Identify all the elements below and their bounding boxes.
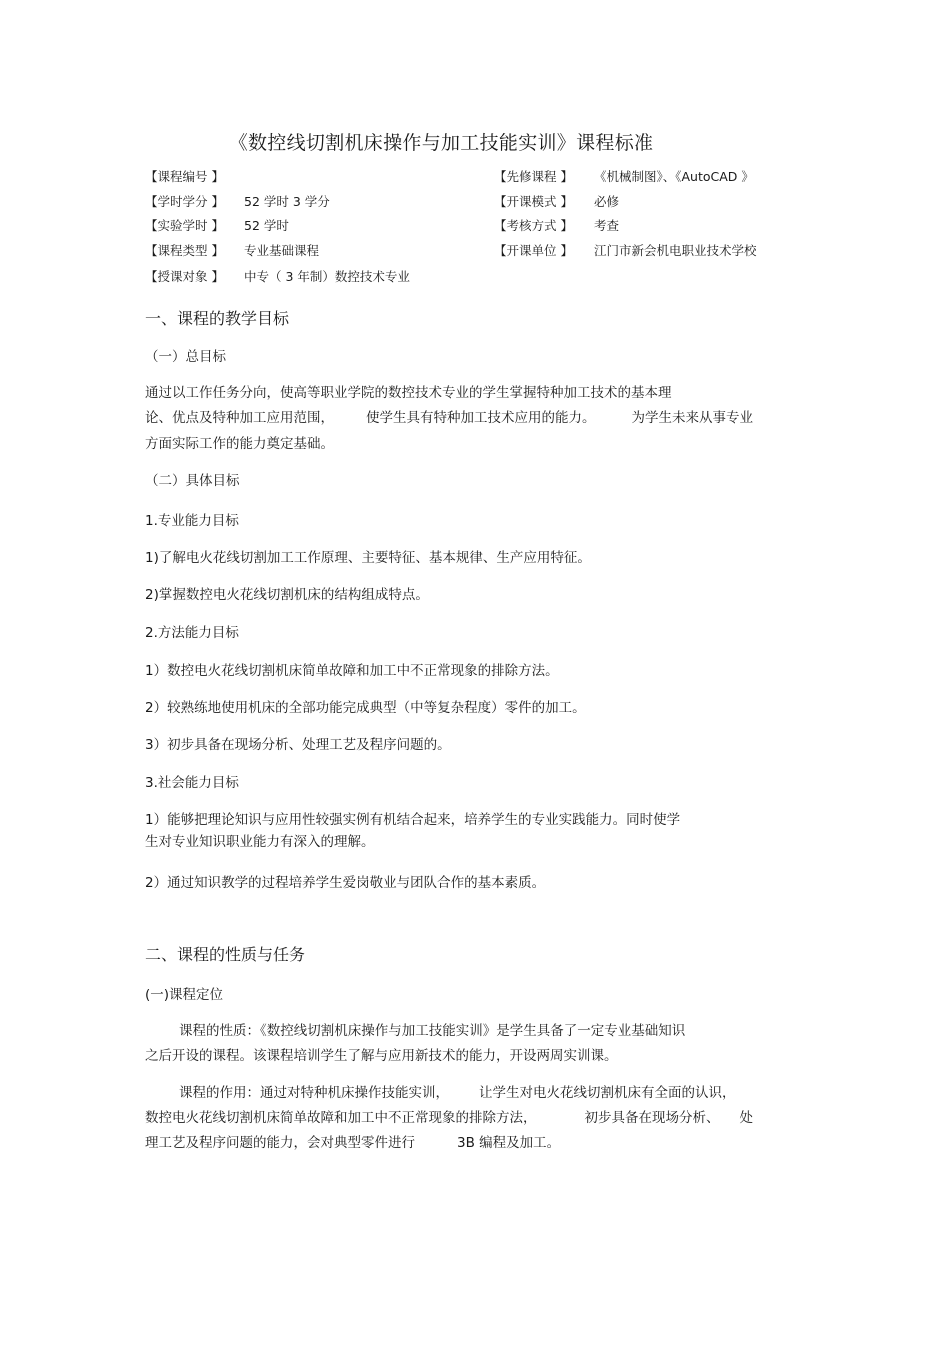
meta-hours-credits <box>145 193 330 211</box>
meta-lab-hours <box>145 217 289 235</box>
meta-key: 【实验学时 】 <box>145 218 224 233</box>
text-segment: 为学生未来从事专业 <box>631 410 753 426</box>
meta-key: 【开课模式 】 <box>494 194 573 209</box>
list-item: 2)掌握数控电火花线切割机床的结构组成特点。 <box>145 587 429 603</box>
meta-prerequisites <box>494 168 754 186</box>
list-item: 2）通过知识教学的过程培养学生爱岗敬业与团队合作的基本素质。 <box>145 875 546 891</box>
list-item: 3）初步具备在现场分析、处理工艺及程序问题的。 <box>145 737 451 753</box>
text-segment: 数控电火花线切割机床简单故障和加工中不正常现象的排除方法， <box>145 1110 537 1126</box>
paragraph-line <box>145 406 753 426</box>
item-title: 3.社会能力目标 <box>145 775 239 791</box>
section-heading-nature-tasks: 二、课程的性质与任务 <box>145 945 306 964</box>
meta-key: 【课程编号 】 <box>145 169 224 184</box>
list-item: 1）数控电火花线切割机床简单故障和加工中不正常现象的排除方法。 <box>145 663 559 679</box>
list-item: 2）较熟练地使用机床的全部功能完成典型（中等复杂程度）零件的加工。 <box>145 700 586 716</box>
text-segment: 理工艺及程序问题的能力，会对典型零件进行 <box>145 1135 415 1151</box>
text-segment: 初步具备在现场分析、 <box>584 1110 720 1126</box>
meta-mode <box>494 193 620 211</box>
meta-value: 江门市新会机电职业技术学校 <box>594 243 757 258</box>
meta-key: 【考核方式 】 <box>494 218 573 233</box>
paragraph-line <box>145 1131 560 1151</box>
meta-course-type <box>145 242 320 260</box>
list-item: 1）能够把理论知识与应用性较强实例有机结合起来，培养学生的专业实践能力。同时使学 <box>145 812 681 828</box>
meta-value: 必修 <box>594 194 620 209</box>
meta-value: 考查 <box>594 218 620 233</box>
text-segment: 课程的作用：通过对特种机床操作技能实训， <box>179 1085 449 1101</box>
paragraph-line: 课程的性质：《数控线切割机床操作与加工技能实训》是学生具备了一定专业基础知识 <box>179 1023 686 1039</box>
list-item-continuation: 生对专业知识职业能力有深入的理解。 <box>145 834 375 850</box>
subheading-specific-goals: （二）具体目标 <box>145 473 240 489</box>
item-title: 1.专业能力目标 <box>145 513 239 529</box>
text-segment: 论、优点及特种加工应用范围， <box>145 410 334 426</box>
meta-key: 【先修课程 】 <box>494 169 573 184</box>
meta-key: 【开课单位 】 <box>494 243 573 258</box>
paragraph-line: 通过以工作任务分向，使高等职业学院的数控技术专业的学生掌握特种加工技术的基本理 <box>145 385 672 401</box>
text-segment: 3B 编程及加工。 <box>457 1135 561 1151</box>
meta-value: 中专（ 3 年制）数控技术专业 <box>244 269 410 284</box>
subheading-course-positioning: (一)课程定位 <box>145 987 224 1003</box>
text-segment: 处 <box>739 1110 753 1126</box>
meta-value: 专业基础课程 <box>244 243 320 258</box>
paragraph-line <box>145 1106 753 1126</box>
text-segment: 使学生具有特种加工技术应用的能力。 <box>366 410 596 426</box>
meta-department <box>494 242 757 260</box>
meta-audience <box>145 268 410 286</box>
paragraph-line <box>179 1081 736 1101</box>
meta-key: 【授课对象 】 <box>145 269 224 284</box>
section-heading-teaching-goals: 一、课程的教学目标 <box>145 309 290 328</box>
meta-key: 【学时学分 】 <box>145 194 224 209</box>
meta-course-code <box>145 168 224 186</box>
meta-value: 《机械制图》、《AutoCAD 》 <box>594 169 754 184</box>
paragraph-line: 之后开设的课程。该课程培训学生了解与应用新技术的能力，开设两周实训课。 <box>145 1048 618 1064</box>
text-segment: 让学生对电火花线切割机床有全面的认识， <box>479 1085 736 1101</box>
document-title: 《数控线切割机床操作与加工技能实训》课程标准 <box>228 132 654 154</box>
subheading-overall-goal: （一）总目标 <box>145 349 226 365</box>
list-item: 1)了解电火花线切割加工工作原理、主要特征、基本规律、生产应用特征。 <box>145 550 591 566</box>
meta-value: 52 学时 3 学分 <box>244 194 330 209</box>
meta-value: 52 学时 <box>244 218 289 233</box>
meta-assessment <box>494 217 620 235</box>
paragraph-line: 方面实际工作的能力奠定基础。 <box>145 436 334 452</box>
meta-key: 【课程类型 】 <box>145 243 224 258</box>
item-title: 2.方法能力目标 <box>145 625 239 641</box>
